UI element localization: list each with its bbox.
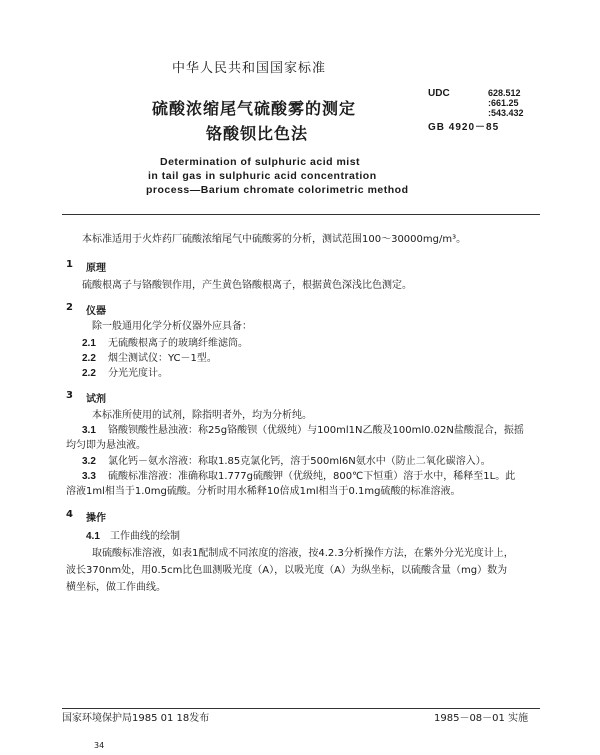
section-4-paragraph-line-2: 波长370nm处，用0.5cm比色皿测吸光度（A），以吸光度（A）为纵坐标，以硫酸含量（mg）数为: [66, 565, 508, 576]
item-2-2-number: 2.2: [82, 353, 96, 364]
section-3-number: 3: [66, 390, 73, 401]
section-2-title: 仪器: [86, 306, 106, 317]
english-title-line-3: process—Barium chromate colorimetric method: [146, 184, 409, 196]
section-3-title: 试剂: [86, 394, 106, 405]
english-title-line-2: in tail gas in sulphuric acid concentration: [148, 170, 377, 182]
page-number: 34: [94, 741, 105, 750]
section-1-number: 1: [66, 259, 73, 270]
gb-code: GB 4920－85: [428, 122, 500, 133]
national-standard-heading: 中华人民共和国国家标准: [172, 61, 327, 76]
item-3-2-number: 3.2: [82, 456, 96, 467]
section-1-title: 原理: [86, 263, 106, 274]
item-3-3-text: 硫酸标准溶液：准确称取1.777g硫酸钾（优级纯，800℃下恒重）溶于水中，稀释至1L。此: [108, 471, 516, 482]
item-3-1-number: 3.1: [82, 425, 96, 436]
udc-code-3: :543.432: [488, 108, 524, 118]
section-2-number: 2: [66, 302, 73, 313]
document-title-cn: 硫酸浓缩尾气硫酸雾的测定: [152, 99, 357, 118]
section-2-intro: 除一般通用化学分析仪器外应具备：: [92, 321, 252, 332]
item-3-1-text: 铬酸钡酸性悬浊液：称25g铬酸钡（优级纯）与100ml1N乙酸及100ml0.02N盐酸混合，振摇: [108, 425, 524, 436]
item-2-1-number: 2.1: [82, 338, 96, 349]
udc-label: UDC: [428, 88, 450, 99]
item-3-1-text-cont: 均匀即为悬浊液。: [66, 440, 146, 451]
intro-paragraph: 本标准适用于火炸药厂硫酸浓缩尾气中硫酸雾的分析，测试范围100～30000mg/m³。: [82, 234, 467, 245]
effective-date: 1985－08－01 实施: [434, 713, 529, 724]
section-4-number: 4: [66, 509, 73, 520]
item-3-3-text-cont: 溶液1ml相当于1.0mg硫酸。分析时用水稀释10倍成1ml相当于0.1mg硫酸的标准溶液。: [66, 486, 461, 497]
item-4-1-title: 工作曲线的绘制: [110, 531, 180, 542]
section-3-intro: 本标准所使用的试剂，除指明者外，均为分析纯。: [92, 410, 312, 421]
item-3-2-text: 氯化钙－氨水溶液：称取1.85克氯化钙，溶于500ml6N氨水中（防止二氧化碳溶入）。: [108, 456, 491, 467]
section-4-paragraph-line-3: 横坐标，做工作曲线。: [66, 582, 166, 593]
item-2-3-number: 2.2: [82, 368, 96, 379]
item-2-2-text: 烟尘测试仪：YC－1型。: [108, 353, 217, 364]
footer-divider: [62, 708, 540, 709]
item-2-3-text: 分光光度计。: [108, 368, 168, 379]
english-title-line-1: Determination of sulphuric acid mist: [160, 156, 361, 168]
udc-code-2: :661.25: [488, 98, 519, 108]
issuer-info: 国家环境保护局1985 01 18发布: [62, 713, 210, 724]
document-subtitle-cn: 铬酸钡比色法: [206, 124, 309, 143]
section-4-paragraph-line-1: 取硫酸标准溶液，如表1配制成不同浓度的溶液，按4.2.3分析操作方法，在紫外分光光度计上，: [92, 548, 514, 559]
item-3-3-number: 3.3: [82, 471, 96, 482]
item-4-1-number: 4.1: [86, 531, 100, 542]
udc-code-1: 628.512: [488, 88, 521, 98]
section-4-title: 操作: [86, 513, 106, 524]
section-1-text: 硫酸根离子与铬酸钡作用，产生黄色铬酸根离子，根据黄色深浅比色测定。: [82, 280, 412, 291]
item-2-1-text: 无硫酸根离子的玻璃纤维滤筒。: [108, 338, 248, 349]
header-divider: [62, 214, 540, 215]
